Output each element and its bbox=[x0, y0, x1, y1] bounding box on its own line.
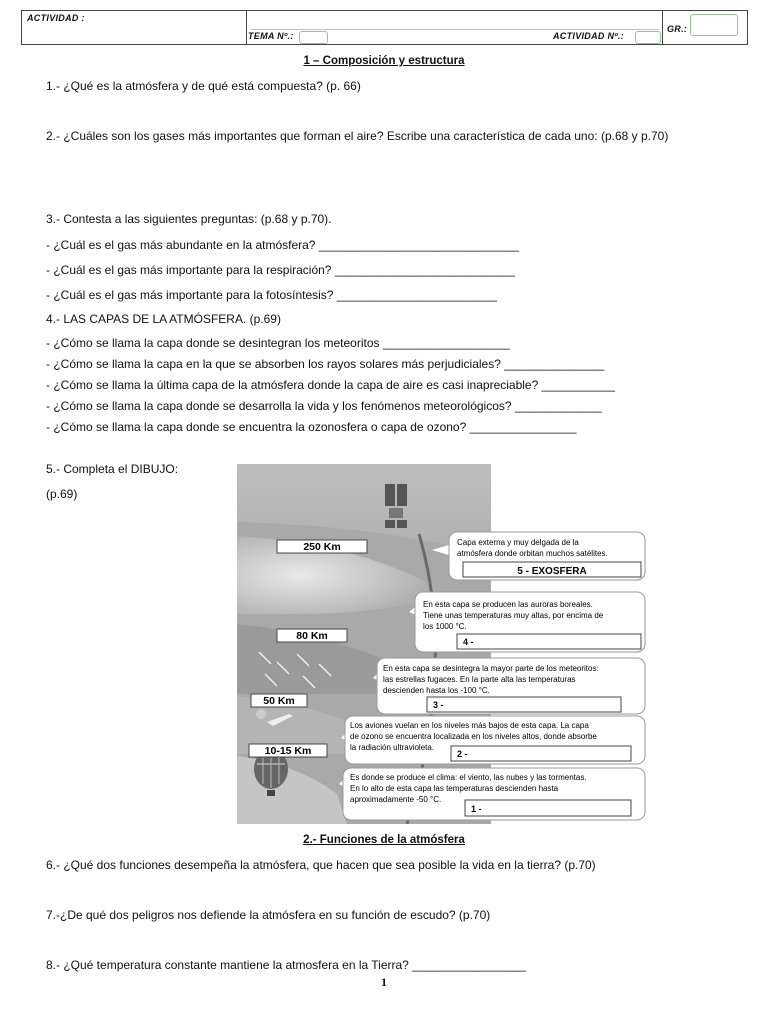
callout-4-line1: En esta capa se producen las auroras boreales. bbox=[423, 600, 593, 609]
question-6: 6.- ¿Qué dos funciones desempeña la atmósfera, que hacen que sea posible la vida en la tierra? (p.70) bbox=[46, 858, 596, 872]
callout-4-answer: 4 - bbox=[463, 637, 474, 647]
callout-1-line1: Es donde se produce el clima: el viento, las nubes y las tormentas. bbox=[350, 773, 587, 782]
page-number: 1 bbox=[381, 975, 387, 989]
callout-2-answer-box[interactable] bbox=[451, 746, 631, 761]
callout-3-line3: descienden hasta los -100 °C. bbox=[383, 686, 490, 695]
actividad-n-label: ACTIVIDAD Nº.: bbox=[553, 31, 624, 41]
question-4: 4.- LAS CAPAS DE LA ATMÓSFERA. (p.69) bbox=[46, 312, 281, 326]
question-5: 5.- Completa el DIBUJO: bbox=[46, 462, 179, 476]
question-8: 8.- ¿Qué temperatura constante mantiene la atmosfera en la Tierra? _________________ bbox=[46, 958, 526, 972]
altitude-10-15-label: 10-15 Km bbox=[264, 745, 312, 757]
gr-cell bbox=[662, 11, 749, 44]
tema-label: TEMA Nº.: bbox=[248, 31, 294, 41]
callout-3-answer: 3 - bbox=[433, 700, 444, 710]
question-1: 1.- ¿Qué es la atmósfera y de qué está compuesta? (p. 66) bbox=[46, 79, 361, 93]
gr-field[interactable] bbox=[690, 14, 738, 36]
altitude-80-label: 80 Km bbox=[296, 630, 328, 642]
gr-label: GR.: bbox=[667, 24, 688, 34]
atmosphere-layers-figure bbox=[237, 464, 650, 824]
question-4b: - ¿Cómo se llama la capa en la que se absorben los rayos solares más perjudiciales? _______________ bbox=[46, 357, 605, 371]
callout-1-answer: 1 - bbox=[471, 804, 482, 814]
callout-2-line2: de ozono se encuentra localizada en los niveles altos, donde absorbe bbox=[350, 732, 597, 741]
question-4a: - ¿Cómo se llama la capa donde se desintegran los meteoritos ___________________ bbox=[46, 336, 510, 350]
question-5-page: (p.69) bbox=[46, 487, 78, 501]
question-3a: - ¿Cuál es el gas más abundante en la atmósfera? ______________________________ bbox=[46, 238, 520, 252]
callout-1-answer-box[interactable] bbox=[465, 800, 631, 816]
actividad-n-field[interactable] bbox=[635, 31, 661, 44]
callout-5-line1: Capa externa y muy delgada de la bbox=[457, 538, 579, 547]
question-4c: - ¿Cómo se llama la última capa de la atmósfera donde la capa de aire es casi inapreciable? ___________ bbox=[46, 378, 616, 392]
section2-title: 2.- Funciones de la atmósfera bbox=[303, 834, 465, 846]
question-7: 7.-¿De qué dos peligros nos defiende la atmósfera en su función de escudo? (p.70) bbox=[46, 908, 491, 922]
callout-5-answer: 5 - EXOSFERA bbox=[517, 566, 587, 577]
callout-4-line3: los 1000 °C. bbox=[423, 622, 467, 631]
actividad-label: ACTIVIDAD : bbox=[27, 13, 85, 23]
callout-2-line1: Los aviones vuelan en los niveles más bajos de esta capa. La capa bbox=[350, 721, 589, 730]
callout-1-line3: aproximadamente -50 °C. bbox=[350, 795, 442, 804]
callout-3-answer-box[interactable] bbox=[427, 697, 621, 712]
question-4e: - ¿Cómo se llama la capa donde se encuentra la ozonosfera o capa de ozono? ________________ bbox=[46, 420, 577, 434]
callout-5-line2: atmósfera donde orbitan muchos satélites. bbox=[457, 549, 608, 558]
question-2: 2.- ¿Cuáles son los gases más importantes que forman el aire? Escribe una característica de cada uno: (p.68 y p.70) bbox=[46, 129, 669, 143]
tema-field[interactable] bbox=[299, 31, 328, 44]
callout-4-line2: Tiene unas temperaturas muy altas, por encima de bbox=[423, 611, 604, 620]
callout-2-answer: 2 - bbox=[457, 749, 468, 759]
callout-4-answer-box[interactable] bbox=[457, 634, 641, 649]
question-3: 3.- Contesta a las siguientes preguntas: (p.68 y p.70). bbox=[46, 212, 332, 226]
question-3c: - ¿Cuál es el gas más importante para la fotosíntesis? ________________________ bbox=[46, 288, 497, 302]
section1-title: 1 – Composición y estructura bbox=[303, 55, 465, 67]
header-table bbox=[21, 10, 748, 45]
question-4d: - ¿Cómo se llama la capa donde se desarrolla la vida y los fenómenos meteorológicos? _____________ bbox=[46, 399, 602, 413]
callout-3-line2: las estrellas fugaces. En la parte alta las temperaturas bbox=[383, 675, 576, 684]
question-3b: - ¿Cuál es el gas más importante para la respiración? ___________________________ bbox=[46, 263, 515, 277]
actividad-cell bbox=[22, 11, 247, 44]
altitude-250-label: 250 Km bbox=[303, 541, 341, 553]
callout-1-line2: En lo alto de esta capa las temperaturas descienden hasta bbox=[350, 784, 559, 793]
callout-3-line1: En esta capa se desintegra la mayor parte de los meteoritos: bbox=[383, 664, 599, 673]
altitude-50-label: 50 Km bbox=[263, 695, 295, 707]
header-line bbox=[251, 29, 659, 30]
callout-2-line3: la radiación ultravioleta. bbox=[350, 743, 435, 752]
